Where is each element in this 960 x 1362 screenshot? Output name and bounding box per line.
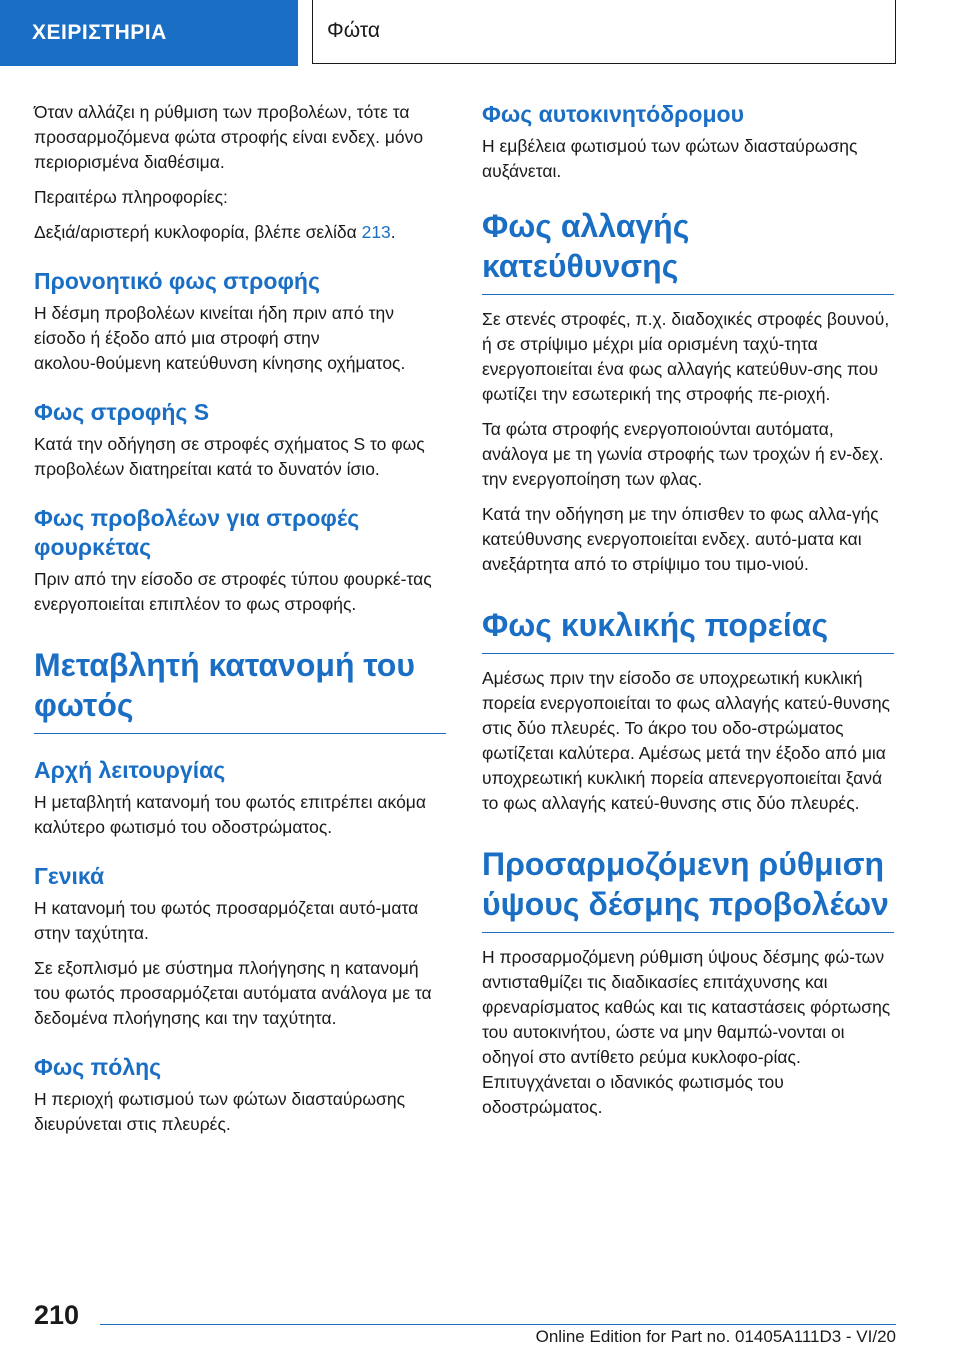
text-roundabout-light: Αμέσως πριν την είσοδο σε υποχρεωτική κυκλική πορεία ενεργοποιείται το φως αλλαγής κατεύ‑θυνσης στις δύο πλευρές. Το άκρο του οδο‑στρώματος φωτίζεται καλύτερα. Αμέσως μετά την έξοδο από μια υποχρεωτική κυκλική πορεία απενεργοποιείται ξανά το φως αλλαγής κατεύ‑θυνσης στις δύο πλευρές. (482, 668, 890, 813)
section-tab[interactable]: Φώτα (312, 0, 896, 64)
heading-motorway-light: Φως αυτοκινητόδρομου (482, 101, 744, 127)
intro-paragraph-2: Περαιτέρω πληροφορίες: (34, 187, 228, 207)
intro-paragraph-1: Όταν αλλάζει η ρύθμιση των προβολέων, τότε τα προσαρμοζόμενα φώτα στροφής είναι ενδεχ. μόνο περιορισμένα διαθέσιμα. (34, 102, 424, 172)
heading-s-curve-light: Φως στροφής S (34, 399, 210, 425)
footer-divider (100, 1324, 896, 1325)
page-reference-link[interactable]: 213 (361, 222, 391, 242)
text-general-1: Η κατανομή του φωτός προσαρμόζεται αυτό‑ματα στην ταχύτητα. (34, 898, 419, 943)
text-general-2: Σε εξοπλισμό με σύστημα πλοήγησης η κατανομή του φωτός προσαρμόζεται αυτόματα ανάλογα με τα δεδομένα πλοήγησης και την ταχύτητα. (34, 958, 432, 1028)
text-principle: Η μεταβλητή κατανομή του φωτός επιτρέπει ακόμα καλύτερο φωτισμό του οδοστρώματος. (34, 792, 426, 837)
heading-adaptive-headlight-range: Προσαρμοζόμενη ρύθμιση ύψους δέσμης προβολέων (482, 844, 894, 933)
heading-city-light: Φως πόλης (34, 1054, 162, 1080)
text-turning-light-2: Τα φώτα στροφής ενεργοποιούνται αυτόματα, ανάλογα με τη γωνία στροφής των τροχών ή εν‑δεχ. την ενεργοποίηση των φλας. (482, 419, 884, 489)
edition-note: Online Edition for Part no. 01405A111D3 - VI/20 (535, 1327, 896, 1346)
heading-general: Γενικά (34, 863, 105, 889)
text-turning-light-3: Κατά την οδήγηση με την όπισθεν το φως αλλα‑γής κατεύθυνσης ενεργοποιείται ενδεχ. αυτό‑ματα και ανεξάρτητα από το στρίψιμο του τιμο‑νιού. (482, 504, 879, 574)
page-number: 210 (34, 1300, 80, 1330)
heading-variable-light-distribution: Μεταβλητή κατανομή του φωτός (34, 645, 446, 734)
heading-hairpin-light: Φως προβολέων για στροφές φουρκέτας (34, 505, 360, 560)
heading-turning-light: Φως αλλαγής κατεύθυνσης (482, 206, 894, 295)
intro-reference-text: Δεξιά/αριστερή κυκλοφορία, βλέπε σελίδα (34, 222, 362, 242)
text-turning-light-1: Σε στενές στροφές, π.χ. διαδοχικές στροφές βουνού, ή σε στρίψιμο μέχρι μία ορισμένη ταχύ‑τητα ενεργοποιείται ένα φως αλλαγής κατεύθυν‑σης που φωτίζει την εσωτερική της στροφής πε‑ριοχή. (482, 309, 890, 404)
text-city-light: Η περιοχή φωτισμού των φώτων διασταύρωσης διευρύνεται στις πλευρές. (34, 1089, 406, 1134)
heading-predictive-cornering: Προνοητικό φως στροφής (34, 268, 320, 294)
chapter-tab[interactable]: ΧΕΙΡΙΣΤΗΡΙΑ (0, 0, 298, 66)
left-column (34, 100, 446, 1147)
intro-paragraph-3 (34, 220, 446, 245)
heading-roundabout-light: Φως κυκλικής πορείας (482, 605, 894, 654)
text-motorway-light: Η εμβέλεια φωτισμού των φώτων διασταύρωσης αυξάνεται. (482, 136, 858, 181)
text-hairpin-light: Πριν από την είσοδο σε στροφές τύπου φουρκέ‑τας ενεργοποιείται επιπλέον το φως στροφής. (34, 569, 432, 614)
right-column (482, 100, 894, 1130)
intro-reference-end: . (390, 222, 396, 242)
text-predictive-cornering: Η δέσμη προβολέων κινείται ήδη πριν από την είσοδο ή έξοδο από μια στροφή στην ακολου‑θούμενη κατεύθυνση κίνησης οχήματος. (34, 303, 406, 373)
text-adaptive-headlight-range: Η προσαρμοζόμενη ρύθμιση ύψους δέσμης φώ‑των αντισταθμίζει τις διαδικασίες επιτάχυνσης και φρεναρίσματος καθώς και τις καταστάσεις φόρτωσης του αυτοκινήτου, ώστε να μην θαμπώ‑νονται οι οδηγοί στο αντίθετο ρεύμα κυκλοφο‑ρίας. Επιτυγχάνεται ο ιδανικός φωτισμός του οδοστρώματος. (482, 947, 891, 1117)
heading-principle: Αρχή λειτουργίας (34, 757, 226, 783)
text-s-curve-light: Κατά την οδήγηση σε στροφές σχήματος S το φως προβολέων διατηρείται κατά το δυνατόν ίσιο. (34, 434, 425, 479)
page-header (0, 0, 960, 66)
